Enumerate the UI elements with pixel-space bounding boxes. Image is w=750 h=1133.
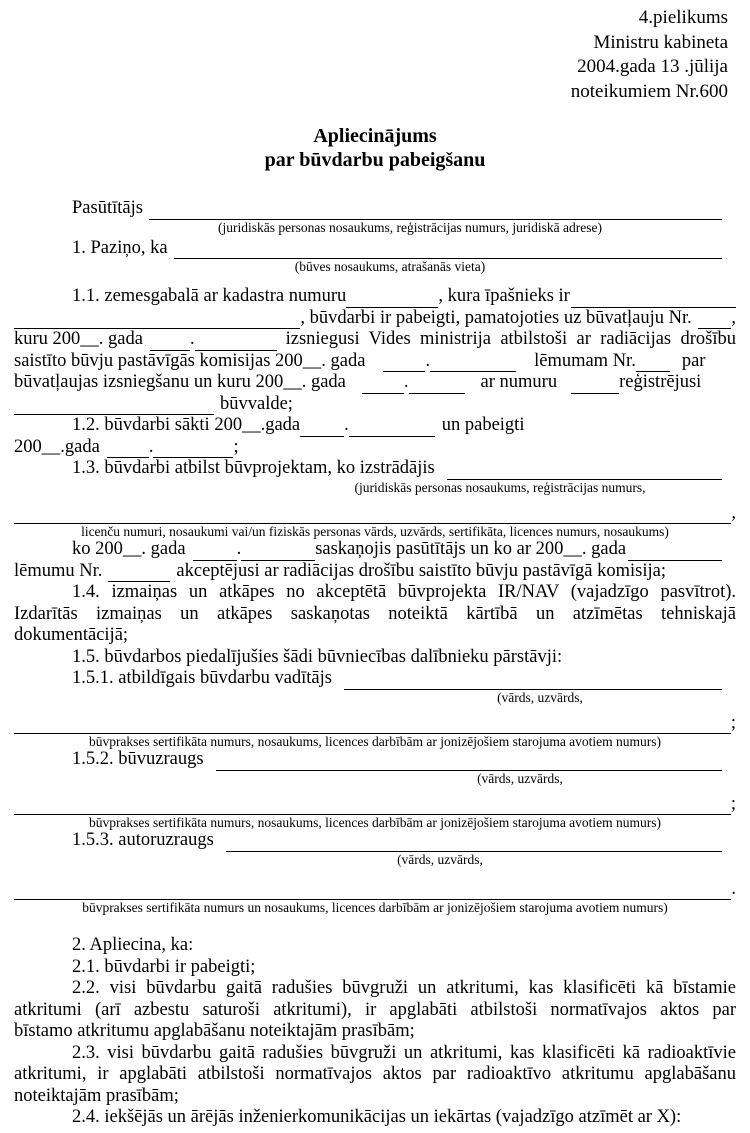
s13-approve-day-input[interactable] bbox=[193, 544, 237, 560]
s152-cert-caption: būvprakses sertifikāta numurs, nosaukums, licences darbībām ar jonizējošiem starojuma avotiem numurs) bbox=[88, 815, 662, 830]
s11-line3-dot: . bbox=[189, 329, 195, 349]
s151-label: 1.5.1. atbildīgais būvdarbu vadītājs bbox=[72, 668, 332, 688]
s13-line3 bbox=[14, 539, 736, 561]
s12-dot-1: . bbox=[344, 415, 349, 435]
s13-line2 bbox=[14, 503, 736, 525]
s22-line1: 2.2. visi būvdarbu gaitā radušies būvgruži un atkritumi, kas klasificēti kā bīstamie bbox=[72, 978, 736, 998]
s13-text: 1.3. būvdarbi atbilst būvprojektam, ko izstrādājis bbox=[72, 458, 435, 478]
s11-line5-text-c: reģistrējusi bbox=[619, 372, 702, 392]
title-line-1: Apliecinājums bbox=[313, 125, 437, 147]
s13-caption-2: licenču numuri, nosaukumi vai/un fiziskās personas vārds, uzvārds, sertifikāta, licences numurs, nosaukums) bbox=[81, 524, 669, 539]
header-line-date: 2004.gada 13 .jūlija bbox=[577, 56, 728, 77]
s12-line2 bbox=[14, 437, 736, 459]
s152-name-caption: (vārds, uzvārds, bbox=[477, 770, 563, 786]
title-line-2: par būvdarbu pabeigšanu bbox=[264, 149, 486, 171]
s11-permit-number-input[interactable] bbox=[698, 313, 732, 329]
s11-date-month-input-1[interactable] bbox=[195, 334, 277, 350]
s11-cadastre-input[interactable] bbox=[346, 291, 438, 307]
s153-cert-row bbox=[14, 879, 736, 901]
s11-line2 bbox=[14, 308, 736, 330]
s13-approve-date-input[interactable] bbox=[628, 544, 722, 560]
s151-semicolon: ; bbox=[730, 712, 736, 733]
s11-buildingauthority-input[interactable] bbox=[14, 399, 214, 415]
s11-text-b: , kura īpašnieks ir bbox=[438, 286, 570, 306]
s11-line4-text-c: par bbox=[681, 350, 706, 371]
header-line-authority: Ministru kabineta bbox=[593, 31, 728, 53]
s11-text-a: 1.1. zemesgabalā ar kadastra numuru bbox=[72, 286, 347, 306]
notify-label: 1. Paziņo, ka bbox=[72, 237, 168, 258]
s13-decision-number-input[interactable] bbox=[108, 566, 170, 582]
customer-input-line[interactable] bbox=[149, 203, 722, 219]
s22-line3: bīstamo atkritumu apglabāšanu noteiktajām prasībām; bbox=[14, 1021, 415, 1041]
s151-cert-input[interactable] bbox=[14, 718, 731, 734]
s13-approve-month-input[interactable] bbox=[241, 544, 315, 560]
s152-cert-input[interactable] bbox=[14, 799, 731, 815]
s14-line3: dokumentācijā; bbox=[14, 625, 129, 645]
notify-caption: (būves nosaukums, atrašanās vieta) bbox=[294, 259, 486, 274]
s12-text-a: 1.2. būvdarbi sākti 200__.gada bbox=[72, 415, 301, 435]
s152-name-input[interactable] bbox=[216, 754, 722, 770]
s11-date-day-input-1[interactable] bbox=[150, 334, 190, 350]
s153-label: 1.5.3. autoruzraugs bbox=[72, 830, 214, 850]
s11-line4-text-b: lēmumam Nr. bbox=[534, 350, 636, 371]
s153-row bbox=[14, 830, 736, 852]
s24-item: 2.4. iekšējās un ārējās inženierkomunikācijas un iekārtas (vajadzīgo atzīmēt ar X): bbox=[72, 1107, 682, 1127]
s23-line3: noteiktajām prasībām; bbox=[14, 1085, 179, 1106]
customer-label: Pasūtītājs bbox=[72, 198, 143, 218]
s14-line2: Izdarītās izmaiņas un atkāpes saskaņotas noteiktā kārtībā un atzīmētas tehniskajā bbox=[14, 603, 736, 624]
s153-period: . bbox=[731, 878, 736, 899]
s151-cert-caption: būvprakses sertifikāta numurs, nosaukums, licences darbībām ar jonizējošiem starojuma avotiem numurs) bbox=[88, 734, 662, 749]
s13-line3-text-b: saskaņojis pasūtītājs un ko ar 200__. gada bbox=[315, 539, 627, 559]
s13-line4-text-a: lēmumu Nr. bbox=[14, 560, 103, 581]
s13-caption-1: (juridiskās personas nosaukums, reģistrācijas numurs, bbox=[354, 479, 646, 495]
s12-text-c: 200__.gada bbox=[14, 436, 100, 457]
s11-registration-number-input[interactable] bbox=[571, 377, 619, 393]
s13-line3-text-a: ko 200__. gada bbox=[72, 539, 186, 559]
s11-date-day-input-3[interactable] bbox=[362, 377, 404, 393]
s11-line5-text-a: būvatļaujas izsniegšanu un kuru 200__. gada bbox=[14, 372, 346, 392]
s23-line2: atkritumi, ir apglabāti atbilstoši normatīvajos aktos par radioaktīvo atkritumu apglabāšanu bbox=[14, 1064, 736, 1084]
s152-label: 1.5.2. būvuzraugs bbox=[72, 749, 204, 769]
s153-cert-caption: būvprakses sertifikāta numurs un nosaukums, licences darbībām ar jonizējošiem starojuma avotiem numurs) bbox=[82, 900, 668, 915]
s11-line6-text: būvvalde; bbox=[220, 393, 293, 414]
s12-start-day-input[interactable] bbox=[300, 420, 344, 436]
s11-line1 bbox=[14, 286, 736, 308]
document-header bbox=[14, 0, 736, 104]
s11-line4-dot: . bbox=[425, 350, 431, 371]
s11-line3-text-b: izsniegusi Vides ministrija atbilstoši ar radiācijas drošību bbox=[285, 329, 736, 349]
s13-designer-input-cont[interactable] bbox=[14, 508, 731, 524]
s151-name-caption: (vārds, uzvārds, bbox=[497, 689, 583, 705]
s14-line1: 1.4. izmaiņas un atkāpes no akceptētā būvprojekta IR/NAV (vajadzīgo pasvītrot). bbox=[72, 582, 736, 602]
s11-line5-dot: . bbox=[403, 372, 409, 392]
s12-start-month-input[interactable] bbox=[349, 420, 435, 436]
s11-text-d: , bbox=[731, 307, 736, 328]
s11-line6 bbox=[14, 394, 736, 416]
s13-comma: , bbox=[731, 502, 736, 523]
customer-row bbox=[14, 198, 736, 220]
s23-line1: 2.3. visi būvdarbu gaitā radušies būvgruži un atkritumi, kas klasificēti kā radioaktīvie bbox=[72, 1042, 736, 1063]
s11-line5 bbox=[14, 372, 736, 394]
s13-dot-1: . bbox=[236, 539, 242, 559]
s11-date-month-input-2[interactable] bbox=[430, 356, 516, 372]
s11-date-month-input-3[interactable] bbox=[409, 377, 465, 393]
notify-input-line[interactable] bbox=[174, 243, 722, 259]
page-title bbox=[14, 124, 736, 172]
s152-row bbox=[14, 749, 736, 771]
s153-name-input[interactable] bbox=[226, 835, 722, 851]
s11-owner-input[interactable] bbox=[571, 291, 736, 307]
s11-line3 bbox=[14, 329, 736, 351]
s151-cert-row bbox=[14, 713, 736, 735]
customer-caption: (juridiskās personas nosaukums, reģistrācijas numurs, juridiskā adrese) bbox=[218, 219, 602, 235]
s21-item: 2.1. būvdarbi ir pabeigti; bbox=[72, 956, 256, 977]
s22-line2: atkritumi (arī azbestu saturoši atkritumi), ir apglabāti atbilstoši normatīvajos aktos par bbox=[14, 999, 736, 1020]
s12-line1 bbox=[14, 415, 736, 437]
s153-cert-input[interactable] bbox=[14, 884, 731, 900]
s13-line4 bbox=[14, 561, 736, 583]
s2-heading: 2. Apliecina, ka: bbox=[72, 935, 194, 955]
s11-date-day-input-2[interactable] bbox=[383, 356, 425, 372]
s152-semicolon: ; bbox=[730, 793, 736, 814]
s152-cert-row bbox=[14, 794, 736, 816]
s11-owner-input-cont[interactable] bbox=[14, 313, 300, 329]
s151-row bbox=[14, 668, 736, 690]
s13-line1 bbox=[14, 458, 736, 480]
s11-text-c: , būvdarbi ir pabeigti, pamatojoties uz būvatļauju Nr. bbox=[300, 307, 692, 328]
s11-line4-text-a: saistīto būvju pastāvīgās komisijas 200__. gada bbox=[14, 350, 366, 371]
s12-end-month-input[interactable] bbox=[153, 442, 233, 458]
s11-line4 bbox=[14, 351, 736, 373]
s151-name-input[interactable] bbox=[344, 673, 722, 689]
s12-text-d: ; bbox=[233, 436, 239, 457]
s15-heading: 1.5. būvdarbos piedalījušies šādi būvniecības dalībnieku pārstāvji: bbox=[72, 646, 563, 667]
notify-row bbox=[14, 238, 736, 260]
s11-line5-text-b: ar numuru bbox=[480, 372, 558, 392]
s11-line3-text-a: kuru 200__. gada bbox=[14, 329, 143, 349]
s12-text-b: un pabeigti bbox=[441, 415, 525, 435]
s12-end-day-input[interactable] bbox=[107, 442, 149, 458]
s153-name-caption: (vārds, uzvārds, bbox=[397, 851, 483, 867]
s13-line4-text-b: akceptējusi ar radiācijas drošību saistīto būvju pastāvīgā komisija; bbox=[176, 560, 667, 581]
header-line-regulation: noteikumiem Nr.600 bbox=[570, 80, 728, 102]
s12-dot-2: . bbox=[148, 436, 154, 457]
header-line-appendix: 4.pielikums bbox=[638, 7, 728, 28]
s13-designer-input[interactable] bbox=[447, 463, 722, 479]
s11-decision-number-input[interactable] bbox=[636, 356, 670, 372]
